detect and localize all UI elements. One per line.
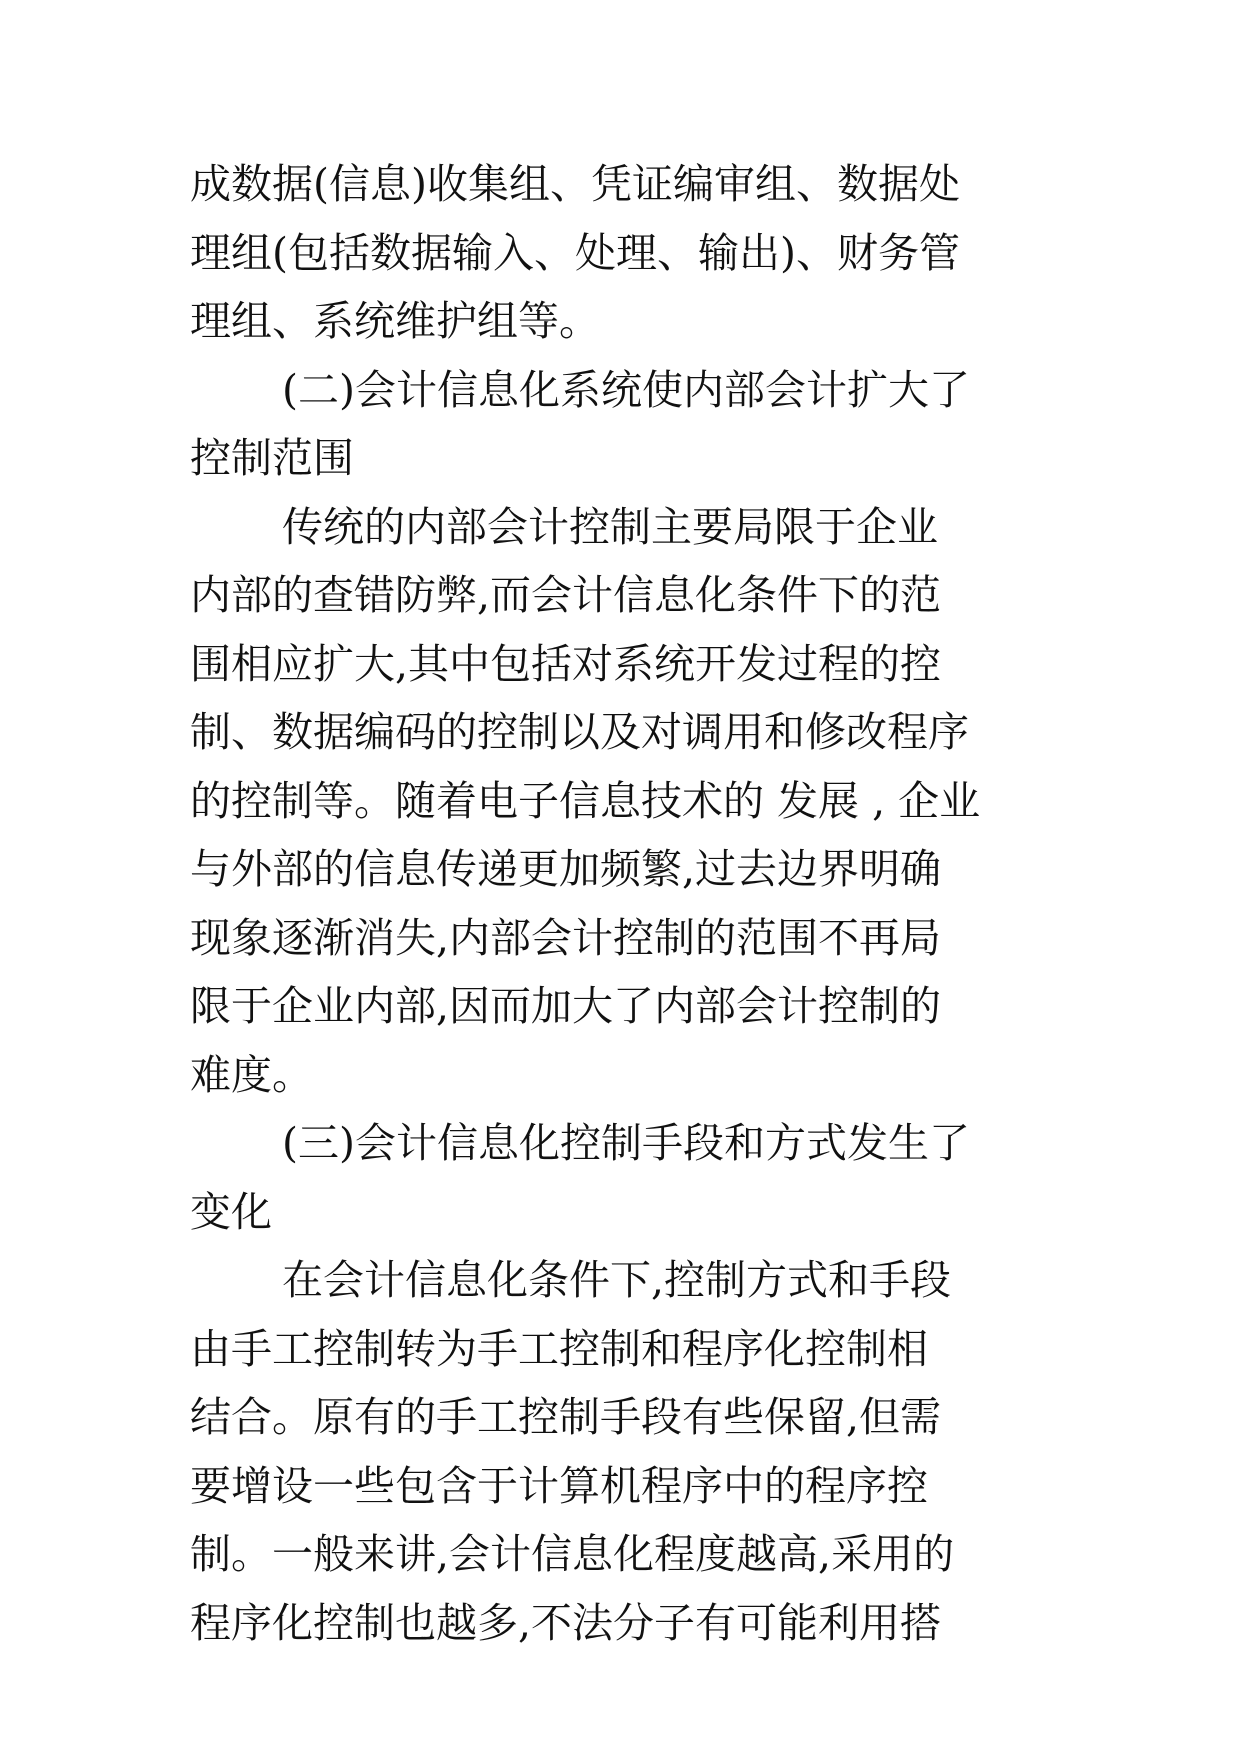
section-heading-line: 控制范围 [190,434,354,482]
text-line: 程序化控制也越多,不法分子有可能利用搭 [190,1598,942,1647]
text-line: 要增设一些包含于计算机程序中的程序控 [190,1461,928,1510]
text-line: 的控制等。随着电子信息技术的 发展 , 企业 [190,776,981,825]
text-line: 理组、系统维护组等。 [190,297,600,345]
text-line: 难度。 [190,1050,313,1099]
text-line: 结合。原有的手工控制手段有些保留,但需 [190,1393,942,1441]
section-heading-line: 变化 [190,1187,272,1236]
text-line: 现象逐渐消失,内部会计控制的范围不再局 [190,913,942,962]
text-line: 制、数据编码的控制以及对调用和修改程序 [190,708,969,756]
section-heading-line: (三)会计信息化控制手段和方式发生了 [282,1119,970,1167]
section-heading-line: (二)会计信息化系统使内部会计扩大了 [282,365,970,414]
text-line: 传统的内部会计控制主要局限于企业 [282,502,938,551]
text-line: 成数据(信息)收集组、凭证编审组、数据处 [190,160,960,208]
text-line: 限于企业内部,因而加大了内部会计控制的 [190,982,942,1030]
text-line: 内部的查错防弊,而会计信息化条件下的范 [190,571,942,619]
text-line: 由手工控制转为手工控制和程序化控制相 [190,1324,928,1373]
text-line: 理组(包括数据输入、处理、输出)、财务管 [190,228,960,277]
text-line: 制。一般来讲,会计信息化程度越高,采用的 [190,1530,955,1578]
text-line: 与外部的信息传递更加频繁,过去边界明确 [190,845,942,893]
body-text [190,150,1070,1657]
text-line: 围相应扩大,其中包括对系统开发过程的控 [190,639,942,688]
text-line: 在会计信息化条件下,控制方式和手段 [282,1256,952,1304]
